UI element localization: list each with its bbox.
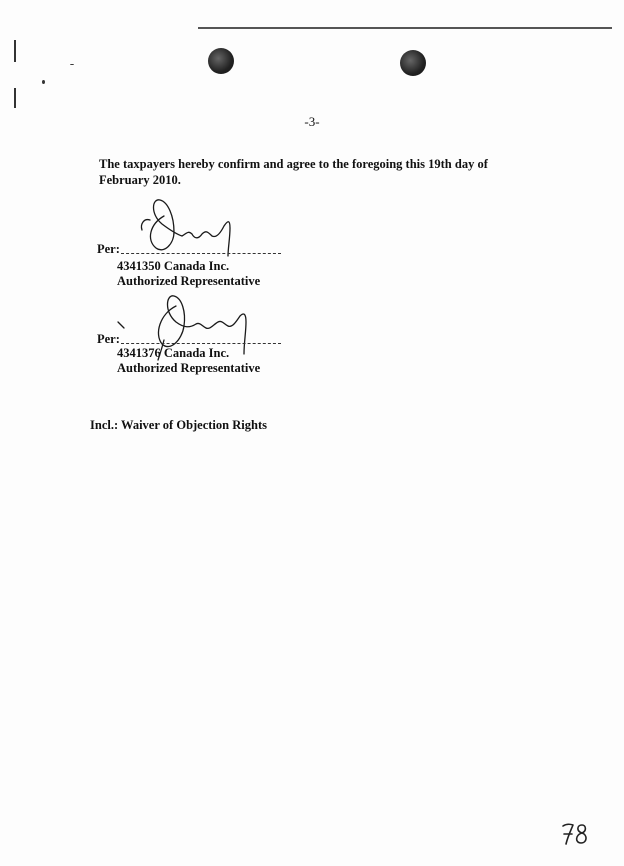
per-label: Per:	[97, 332, 120, 346]
signatory-2-block	[117, 346, 260, 376]
enclosure-note: Incl.: Waiver of Objection Rights	[90, 418, 267, 432]
handwritten-page-number	[560, 820, 592, 848]
per-label: Per:	[97, 242, 120, 256]
signatory-role: Authorized Representative	[117, 361, 261, 375]
punch-hole-left	[208, 48, 234, 74]
signature-line-1	[97, 242, 281, 257]
signature-dash-line	[121, 343, 281, 344]
confirmation-text: The taxpayers hereby confirm and agree to the foregoing this 19th day of February 2010.	[99, 157, 488, 187]
scan-edge-mark	[14, 40, 16, 62]
company-name: 4341376 Canada Inc.	[117, 346, 230, 360]
scan-edge-mark	[14, 88, 16, 108]
top-rule	[198, 27, 612, 29]
punch-hole-right	[400, 50, 426, 76]
signatory-role: Authorized Representative	[117, 274, 261, 288]
scan-speck	[42, 80, 45, 84]
company-name: 4341350 Canada Inc.	[117, 259, 230, 273]
signature-dash-line	[121, 253, 281, 254]
scan-speck	[70, 64, 74, 65]
page-number: -3-	[304, 114, 320, 129]
signatory-1-block	[117, 259, 260, 289]
signature-line-2	[97, 332, 281, 347]
